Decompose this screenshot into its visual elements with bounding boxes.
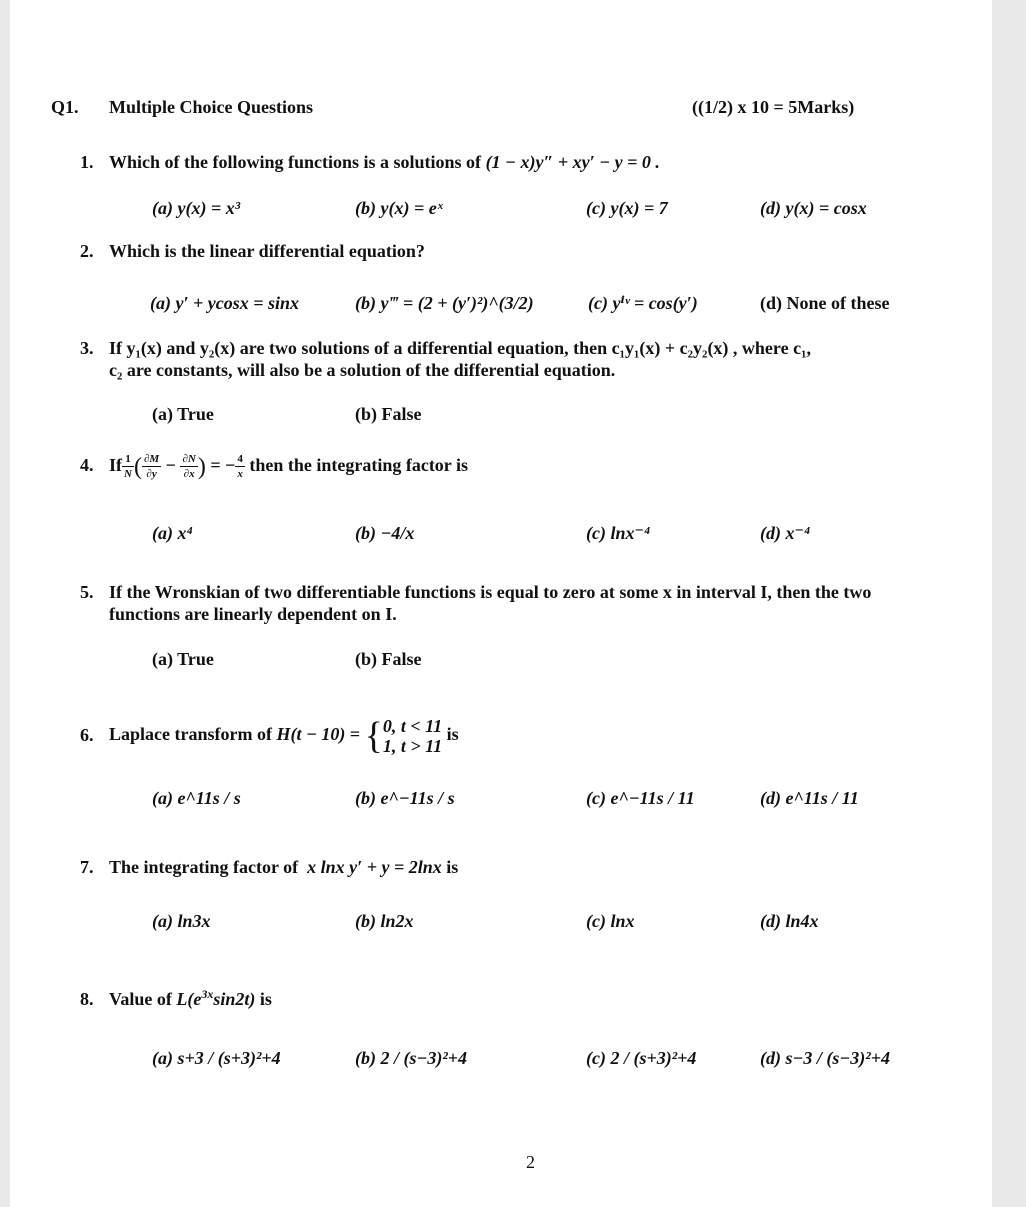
q6-option-c[interactable]: (c) e^−11s / 11 bbox=[586, 788, 695, 808]
q1-option-c[interactable]: (c) y(x) = 7 bbox=[586, 198, 668, 218]
q7-equation: x lnx y′ + y = 2lnx bbox=[307, 857, 442, 877]
q6-text: Laplace transform of H(t − 10) = { 0, t < 11 1, t > 11 is bbox=[109, 714, 459, 757]
q6-cases: 0, t < 11 1, t > 11 bbox=[382, 715, 443, 756]
q4-text: If $\frac{1}{N}$ ( $\frac{\partial M}{\partial y}$ − $\frac{\partial N}{\partial x}$ ) = − $\frac{4}{x}$ then the integrating factor is bbox=[109, 453, 468, 481]
q4-option-a[interactable]: (a) x⁴ bbox=[152, 523, 193, 543]
q7-text: The integrating factor of x lnx y′ + y = 2lnx is bbox=[109, 857, 459, 877]
q1-text: Which of the following functions is a solutions of (1 − x)y″ + xy′ − y = 0 . bbox=[109, 152, 660, 172]
q5-number: 5. bbox=[80, 582, 94, 602]
q2-text: Which is the linear differential equation? bbox=[109, 241, 425, 261]
q4-number: 4. bbox=[80, 455, 94, 475]
q2-option-c[interactable]: (c) yⁱᵛ = cos(y′) bbox=[588, 293, 698, 313]
q8-expression: $L(e^{3x}\sin 2t)$ bbox=[176, 987, 256, 1009]
q4-option-b[interactable]: (b) −4/x bbox=[355, 523, 415, 543]
q7-option-d[interactable]: (d) ln4x bbox=[760, 911, 819, 931]
q5-text-line2: functions are linearly dependent on I. bbox=[109, 604, 397, 624]
q5-text-line1: If the Wronskian of two differentiable functions is equal to zero at some x in interval I, then the two bbox=[109, 582, 872, 602]
q2-option-a[interactable]: (a) y′ + ycosx = sinx bbox=[150, 293, 300, 313]
q8-option-d[interactable]: (d) s−3 / (s−3)²+4 bbox=[760, 1048, 890, 1068]
q6-heaviside: H(t − 10) bbox=[276, 724, 346, 744]
document-page bbox=[10, 0, 992, 1207]
q2-option-d[interactable]: (d) None of these bbox=[760, 293, 890, 313]
q7-option-a[interactable]: (a) ln3x bbox=[152, 911, 211, 931]
q8-option-a[interactable]: (a) s+3 / (s+3)²+4 bbox=[152, 1048, 281, 1068]
q6-option-b[interactable]: (b) e^−11s / s bbox=[355, 788, 455, 808]
q6-brace: { bbox=[364, 714, 383, 757]
q4-fraction-4-over-x: $\frac{4}{x}$ bbox=[237, 453, 243, 481]
q3-number: 3. bbox=[80, 338, 94, 358]
section-title: Multiple Choice Questions bbox=[109, 97, 314, 117]
q6-number: 6. bbox=[80, 725, 94, 745]
page-number: 2 bbox=[526, 1152, 535, 1172]
q2-option-b[interactable]: (b) y‴ = (2 + (y′)²)^(3/2) bbox=[355, 293, 534, 313]
q4-fraction-dN-dx: $\frac{\partial N}{\partial x}$ bbox=[182, 453, 196, 481]
q3-text-line2: c₂ are constants, will also be a solution of the differential equation. bbox=[109, 360, 616, 380]
q4-option-d[interactable]: (d) x⁻⁴ bbox=[760, 523, 811, 543]
q7-option-b[interactable]: (b) ln2x bbox=[355, 911, 414, 931]
q1-option-a[interactable]: (a) y(x) = x³ bbox=[152, 198, 241, 218]
q8-option-b[interactable]: (b) 2 / (s−3)²+4 bbox=[355, 1048, 468, 1068]
q8-option-c[interactable]: (c) 2 / (s+3)²+4 bbox=[586, 1048, 697, 1068]
q8-number: 8. bbox=[80, 989, 94, 1009]
q1-equation: (1 − x)y″ + xy′ − y = 0 . bbox=[485, 152, 660, 172]
q3-option-b[interactable]: (b) False bbox=[355, 404, 422, 424]
q4-fraction-1-over-N: $\frac{1}{N}$ bbox=[124, 453, 132, 481]
q3-text-line1: If y₁(x) and y₂(x) are two solutions of a differential equation, then c₁y₁(x) + c₂y₂(x) , where c₁, bbox=[109, 338, 811, 358]
q7-option-c[interactable]: (c) lnx bbox=[586, 911, 635, 931]
marks-label: ((1/2) x 10 = 5Marks) bbox=[692, 97, 855, 117]
q2-number: 2. bbox=[80, 241, 94, 261]
q1-option-b[interactable]: (b) y(x) = eˣ bbox=[355, 198, 443, 218]
q4-fraction-dM-dy: $\frac{\partial M}{\partial y}$ bbox=[143, 453, 160, 481]
q6-option-a[interactable]: (a) e^11s / s bbox=[152, 788, 241, 808]
q7-number: 7. bbox=[80, 857, 94, 877]
q1-option-d[interactable]: (d) y(x) = cosx bbox=[760, 198, 867, 218]
question-number: Q1. bbox=[51, 97, 79, 117]
q5-option-a[interactable]: (a) True bbox=[152, 649, 214, 669]
q6-option-d[interactable]: (d) e^11s / 11 bbox=[760, 788, 859, 808]
q3-option-a[interactable]: (a) True bbox=[152, 404, 214, 424]
q4-option-c[interactable]: (c) lnx⁻⁴ bbox=[586, 523, 651, 543]
q1-number: 1. bbox=[80, 152, 94, 172]
q8-text: Value of $L(e^{3x}\sin 2t)$ is bbox=[109, 987, 272, 1009]
q5-option-b[interactable]: (b) False bbox=[355, 649, 422, 669]
